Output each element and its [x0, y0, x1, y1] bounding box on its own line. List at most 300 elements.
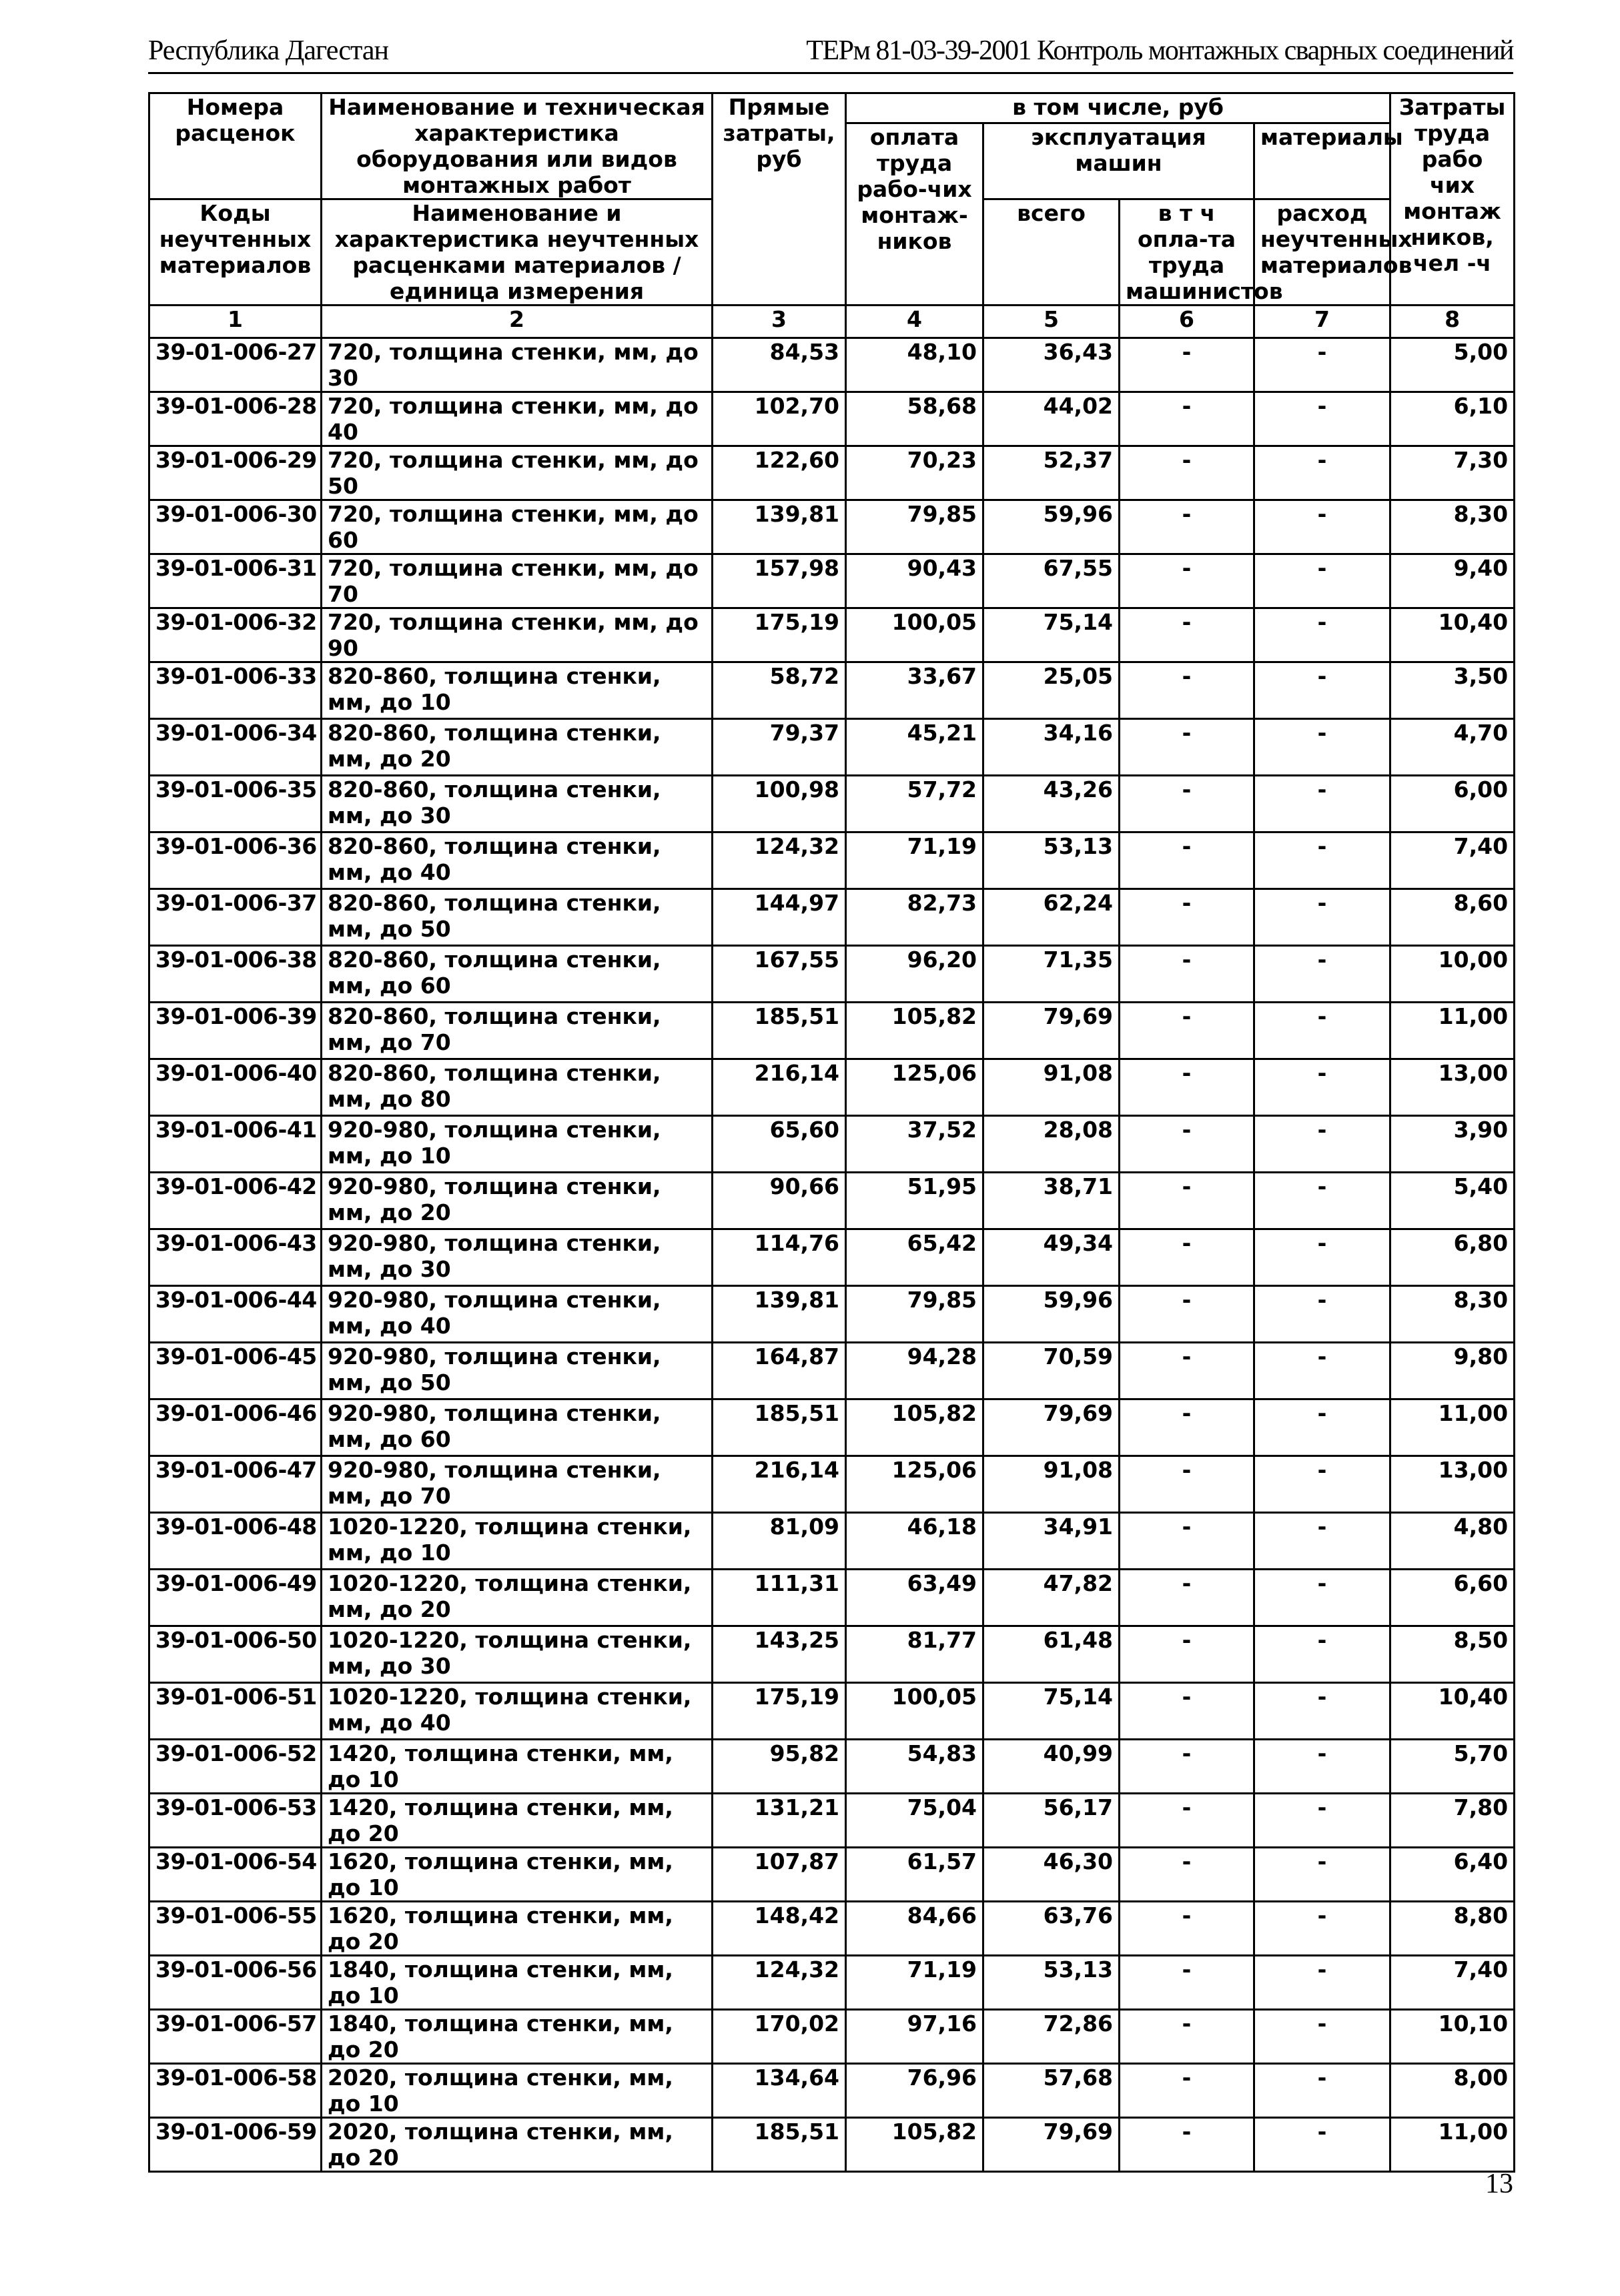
material-usage: - — [1254, 1902, 1390, 1956]
machinists-pay: - — [1120, 1286, 1254, 1343]
labor-hours: 4,80 — [1390, 1513, 1515, 1570]
labor-pay: 105,82 — [846, 2118, 983, 2172]
machinists-pay: - — [1120, 662, 1254, 719]
rate-code: 39-01-006-34 — [149, 719, 322, 776]
labor-hours: 11,00 — [1390, 1399, 1515, 1456]
table-row — [149, 832, 1515, 889]
work-description: 1020-1220, толщина стенки, мм, до 30 — [322, 1626, 713, 1683]
direct-costs: 122,60 — [713, 446, 846, 500]
labor-hours: 8,60 — [1390, 889, 1515, 946]
work-description: 920-980, толщина стенки, мм, до 10 — [322, 1116, 713, 1173]
rate-code: 39-01-006-32 — [149, 608, 322, 662]
labor-hours: 6,10 — [1390, 392, 1515, 446]
column-number: 4 — [846, 306, 983, 338]
table-row — [149, 554, 1515, 608]
labor-pay: 79,85 — [846, 1286, 983, 1343]
column-number: 6 — [1120, 306, 1254, 338]
work-description: 920-980, толщина стенки, мм, до 40 — [322, 1286, 713, 1343]
labor-pay: 125,06 — [846, 1059, 983, 1116]
machinists-pay: - — [1120, 1456, 1254, 1513]
table-row — [149, 719, 1515, 776]
machinists-pay: - — [1120, 1570, 1254, 1626]
direct-costs: 185,51 — [713, 2118, 846, 2172]
rate-code: 39-01-006-43 — [149, 1229, 322, 1286]
header-rule — [148, 72, 1513, 74]
machinists-pay: - — [1120, 832, 1254, 889]
machinists-pay: - — [1120, 500, 1254, 554]
direct-costs: 107,87 — [713, 1848, 846, 1902]
work-description: 2020, толщина стенки, мм, до 10 — [322, 2064, 713, 2118]
header-direct-costs: Прямые затраты, руб — [713, 93, 846, 306]
direct-costs: 185,51 — [713, 1003, 846, 1059]
machines-total: 67,55 — [983, 554, 1120, 608]
labor-hours: 10,10 — [1390, 2010, 1515, 2064]
machinists-pay: - — [1120, 1740, 1254, 1794]
labor-pay: 71,19 — [846, 1956, 983, 2010]
rate-code: 39-01-006-38 — [149, 946, 322, 1003]
machinists-pay: - — [1120, 1902, 1254, 1956]
machines-total: 38,71 — [983, 1173, 1120, 1229]
table-row — [149, 1003, 1515, 1059]
table-row — [149, 1513, 1515, 1570]
work-description: 720, толщина стенки, мм, до 30 — [322, 338, 713, 392]
machines-total: 61,48 — [983, 1626, 1120, 1683]
table-row — [149, 2010, 1515, 2064]
direct-costs: 114,76 — [713, 1229, 846, 1286]
table-row — [149, 1683, 1515, 1740]
labor-hours: 9,80 — [1390, 1343, 1515, 1399]
direct-costs: 124,32 — [713, 832, 846, 889]
table-row — [149, 1740, 1515, 1794]
rate-code: 39-01-006-47 — [149, 1456, 322, 1513]
labor-hours: 6,60 — [1390, 1570, 1515, 1626]
machinists-pay: - — [1120, 719, 1254, 776]
work-description: 920-980, толщина стенки, мм, до 60 — [322, 1399, 713, 1456]
labor-hours: 3,90 — [1390, 1116, 1515, 1173]
machines-total: 28,08 — [983, 1116, 1120, 1173]
labor-hours: 5,40 — [1390, 1173, 1515, 1229]
table-row — [149, 662, 1515, 719]
column-numbers-row — [149, 306, 1515, 338]
rate-code: 39-01-006-37 — [149, 889, 322, 946]
labor-hours: 7,30 — [1390, 446, 1515, 500]
machinists-pay: - — [1120, 1229, 1254, 1286]
machinists-pay: - — [1120, 2010, 1254, 2064]
labor-pay: 37,52 — [846, 1116, 983, 1173]
header-machines-total: всего — [983, 199, 1120, 306]
material-usage: - — [1254, 608, 1390, 662]
material-usage: - — [1254, 338, 1390, 392]
rate-code: 39-01-006-48 — [149, 1513, 322, 1570]
work-description: 1020-1220, толщина стенки, мм, до 20 — [322, 1570, 713, 1626]
direct-costs: 216,14 — [713, 1456, 846, 1513]
work-description: 920-980, толщина стенки, мм, до 70 — [322, 1456, 713, 1513]
labor-pay: 100,05 — [846, 1683, 983, 1740]
rate-code: 39-01-006-27 — [149, 338, 322, 392]
table-row — [149, 1570, 1515, 1626]
labor-pay: 70,23 — [846, 446, 983, 500]
work-description: 2020, толщина стенки, мм, до 20 — [322, 2118, 713, 2172]
rate-code: 39-01-006-58 — [149, 2064, 322, 2118]
column-number: 8 — [1390, 306, 1515, 338]
direct-costs: 95,82 — [713, 1740, 846, 1794]
table-row — [149, 1848, 1515, 1902]
work-description: 720, толщина стенки, мм, до 70 — [322, 554, 713, 608]
direct-costs: 79,37 — [713, 719, 846, 776]
machines-total: 25,05 — [983, 662, 1120, 719]
page-number: 13 — [1485, 2169, 1513, 2199]
labor-pay: 57,72 — [846, 776, 983, 832]
labor-hours: 5,00 — [1390, 338, 1515, 392]
labor-hours: 3,50 — [1390, 662, 1515, 719]
work-description: 820-860, толщина стенки, мм, до 20 — [322, 719, 713, 776]
rate-code: 39-01-006-54 — [149, 1848, 322, 1902]
machinists-pay: - — [1120, 338, 1254, 392]
machines-total: 47,82 — [983, 1570, 1120, 1626]
labor-pay: 33,67 — [846, 662, 983, 719]
machines-total: 70,59 — [983, 1343, 1120, 1399]
machinists-pay: - — [1120, 1848, 1254, 1902]
rate-code: 39-01-006-31 — [149, 554, 322, 608]
rate-code: 39-01-006-51 — [149, 1683, 322, 1740]
labor-pay: 82,73 — [846, 889, 983, 946]
work-description: 920-980, толщина стенки, мм, до 30 — [322, 1229, 713, 1286]
work-description: 720, толщина стенки, мм, до 40 — [322, 392, 713, 446]
material-usage: - — [1254, 1683, 1390, 1740]
table-row — [149, 1229, 1515, 1286]
labor-hours: 7,40 — [1390, 1956, 1515, 2010]
labor-pay: 45,21 — [846, 719, 983, 776]
labor-hours: 4,70 — [1390, 719, 1515, 776]
material-usage: - — [1254, 1173, 1390, 1229]
header-machines: эксплуатация машин — [983, 123, 1254, 199]
table-row — [149, 1286, 1515, 1343]
machinists-pay: - — [1120, 2064, 1254, 2118]
machines-total: 53,13 — [983, 832, 1120, 889]
rate-code: 39-01-006-56 — [149, 1956, 322, 2010]
machines-total: 59,96 — [983, 1286, 1120, 1343]
work-description: 820-860, толщина стенки, мм, до 10 — [322, 662, 713, 719]
labor-hours: 8,30 — [1390, 500, 1515, 554]
labor-hours: 8,50 — [1390, 1626, 1515, 1683]
table-row — [149, 1059, 1515, 1116]
work-description: 720, толщина стенки, мм, до 60 — [322, 500, 713, 554]
material-usage: - — [1254, 832, 1390, 889]
work-description: 1620, толщина стенки, мм, до 20 — [322, 1902, 713, 1956]
labor-pay: 105,82 — [846, 1003, 983, 1059]
header-machinists-pay: в т ч опла-та труда машинистов — [1120, 199, 1254, 306]
labor-pay: 94,28 — [846, 1343, 983, 1399]
header-labor-hours: Затраты труда рабо чих монтаж ников, чел -ч — [1390, 93, 1515, 306]
material-usage: - — [1254, 1513, 1390, 1570]
labor-pay: 96,20 — [846, 946, 983, 1003]
machinists-pay: - — [1120, 1343, 1254, 1399]
machines-total: 62,24 — [983, 889, 1120, 946]
labor-pay: 76,96 — [846, 2064, 983, 2118]
material-usage: - — [1254, 554, 1390, 608]
direct-costs: 139,81 — [713, 500, 846, 554]
labor-pay: 125,06 — [846, 1456, 983, 1513]
labor-pay: 84,66 — [846, 1902, 983, 1956]
machines-total: 63,76 — [983, 1902, 1120, 1956]
direct-costs: 111,31 — [713, 1570, 846, 1626]
rate-code: 39-01-006-39 — [149, 1003, 322, 1059]
rate-code: 39-01-006-55 — [149, 1902, 322, 1956]
machines-total: 44,02 — [983, 392, 1120, 446]
work-description: 1840, толщина стенки, мм, до 20 — [322, 2010, 713, 2064]
machines-total: 56,17 — [983, 1794, 1120, 1848]
table-row — [149, 2064, 1515, 2118]
column-number: 1 — [149, 306, 322, 338]
direct-costs: 216,14 — [713, 1059, 846, 1116]
machinists-pay: - — [1120, 1956, 1254, 2010]
labor-hours: 6,80 — [1390, 1229, 1515, 1286]
work-description: 1840, толщина стенки, мм, до 10 — [322, 1956, 713, 2010]
table-row — [149, 1626, 1515, 1683]
rates-table — [148, 92, 1515, 2173]
machines-total: 46,30 — [983, 1848, 1120, 1902]
work-description: 1420, толщина стенки, мм, до 20 — [322, 1794, 713, 1848]
material-usage: - — [1254, 1399, 1390, 1456]
direct-costs: 164,87 — [713, 1343, 846, 1399]
material-usage: - — [1254, 392, 1390, 446]
direct-costs: 58,72 — [713, 662, 846, 719]
table-row — [149, 1116, 1515, 1173]
material-usage: - — [1254, 500, 1390, 554]
material-usage: - — [1254, 2118, 1390, 2172]
labor-hours: 9,40 — [1390, 554, 1515, 608]
rate-code: 39-01-006-41 — [149, 1116, 322, 1173]
direct-costs: 90,66 — [713, 1173, 846, 1229]
direct-costs: 175,19 — [713, 608, 846, 662]
labor-hours: 8,30 — [1390, 1286, 1515, 1343]
rate-code: 39-01-006-30 — [149, 500, 322, 554]
column-number: 2 — [322, 306, 713, 338]
labor-pay: 81,77 — [846, 1626, 983, 1683]
direct-costs: 185,51 — [713, 1399, 846, 1456]
labor-pay: 48,10 — [846, 338, 983, 392]
machines-total: 75,14 — [983, 1683, 1120, 1740]
machines-total: 43,26 — [983, 776, 1120, 832]
column-number: 3 — [713, 306, 846, 338]
direct-costs: 102,70 — [713, 392, 846, 446]
machinists-pay: - — [1120, 1626, 1254, 1683]
direct-costs: 134,64 — [713, 2064, 846, 2118]
work-description: 820-860, толщина стенки, мм, до 70 — [322, 1003, 713, 1059]
header-including: в том числе, руб — [846, 93, 1390, 123]
material-usage: - — [1254, 1286, 1390, 1343]
material-usage: - — [1254, 446, 1390, 500]
machinists-pay: - — [1120, 776, 1254, 832]
material-usage: - — [1254, 1848, 1390, 1902]
work-description: 920-980, толщина стенки, мм, до 20 — [322, 1173, 713, 1229]
header-materials: материалы — [1254, 123, 1390, 199]
machines-total: 57,68 — [983, 2064, 1120, 2118]
machines-total: 91,08 — [983, 1456, 1120, 1513]
machinists-pay: - — [1120, 1513, 1254, 1570]
labor-pay: 51,95 — [846, 1173, 983, 1229]
table-row — [149, 338, 1515, 392]
material-usage: - — [1254, 889, 1390, 946]
header-labor-pay: оплата труда рабо-чих монтаж-ников — [846, 123, 983, 306]
header-rate-numbers: Номера расценок — [149, 93, 322, 199]
direct-costs: 65,60 — [713, 1116, 846, 1173]
machinists-pay: - — [1120, 1173, 1254, 1229]
labor-pay: 46,18 — [846, 1513, 983, 1570]
labor-hours: 10,40 — [1390, 1683, 1515, 1740]
labor-pay: 54,83 — [846, 1740, 983, 1794]
labor-hours: 7,40 — [1390, 832, 1515, 889]
material-usage: - — [1254, 1794, 1390, 1848]
machinists-pay: - — [1120, 608, 1254, 662]
column-number: 7 — [1254, 306, 1390, 338]
direct-costs: 167,55 — [713, 946, 846, 1003]
rate-code: 39-01-006-46 — [149, 1399, 322, 1456]
table-row — [149, 608, 1515, 662]
labor-hours: 10,00 — [1390, 946, 1515, 1003]
labor-pay: 58,68 — [846, 392, 983, 446]
header-material-name: Наименование и характеристика неучтенных расценками материалов / единица измерения — [322, 199, 713, 306]
direct-costs: 84,53 — [713, 338, 846, 392]
labor-hours: 13,00 — [1390, 1456, 1515, 1513]
rate-code: 39-01-006-57 — [149, 2010, 322, 2064]
work-description: 1620, толщина стенки, мм, до 10 — [322, 1848, 713, 1902]
material-usage: - — [1254, 1740, 1390, 1794]
header-work-name: Наименование и техническая характеристика оборудования или видов монтажных работ — [322, 93, 713, 199]
machinists-pay: - — [1120, 2118, 1254, 2172]
direct-costs: 148,42 — [713, 1902, 846, 1956]
labor-pay: 100,05 — [846, 608, 983, 662]
labor-hours: 13,00 — [1390, 1059, 1515, 1116]
table-row — [149, 889, 1515, 946]
material-usage: - — [1254, 1956, 1390, 2010]
table-row — [149, 1956, 1515, 2010]
labor-hours: 8,80 — [1390, 1902, 1515, 1956]
work-description: 920-980, толщина стенки, мм, до 50 — [322, 1343, 713, 1399]
table-row — [149, 1399, 1515, 1456]
machinists-pay: - — [1120, 1794, 1254, 1848]
rate-code: 39-01-006-50 — [149, 1626, 322, 1683]
material-usage: - — [1254, 1229, 1390, 1286]
table-row — [149, 392, 1515, 446]
labor-pay: 97,16 — [846, 2010, 983, 2064]
header-material-codes: Коды неучтенных материалов — [149, 199, 322, 306]
machines-total: 52,37 — [983, 446, 1120, 500]
machinists-pay: - — [1120, 1683, 1254, 1740]
machines-total: 49,34 — [983, 1229, 1120, 1286]
work-description: 820-860, толщина стенки, мм, до 80 — [322, 1059, 713, 1116]
machines-total: 34,91 — [983, 1513, 1120, 1570]
work-description: 1020-1220, толщина стенки, мм, до 40 — [322, 1683, 713, 1740]
table-row — [149, 1173, 1515, 1229]
labor-hours: 8,00 — [1390, 2064, 1515, 2118]
machinists-pay: - — [1120, 392, 1254, 446]
column-number: 5 — [983, 306, 1120, 338]
labor-hours: 6,40 — [1390, 1848, 1515, 1902]
rate-code: 39-01-006-40 — [149, 1059, 322, 1116]
work-description: 820-860, толщина стенки, мм, до 50 — [322, 889, 713, 946]
material-usage: - — [1254, 1003, 1390, 1059]
labor-hours: 7,80 — [1390, 1794, 1515, 1848]
rate-code: 39-01-006-29 — [149, 446, 322, 500]
direct-costs: 139,81 — [713, 1286, 846, 1343]
material-usage: - — [1254, 2064, 1390, 2118]
machinists-pay: - — [1120, 1116, 1254, 1173]
material-usage: - — [1254, 946, 1390, 1003]
machinists-pay: - — [1120, 1399, 1254, 1456]
table-row — [149, 776, 1515, 832]
labor-pay: 75,04 — [846, 1794, 983, 1848]
machines-total: 34,16 — [983, 719, 1120, 776]
machines-total: 36,43 — [983, 338, 1120, 392]
table-row — [149, 1902, 1515, 1956]
direct-costs: 144,97 — [713, 889, 846, 946]
machines-total: 75,14 — [983, 608, 1120, 662]
labor-hours: 5,70 — [1390, 1740, 1515, 1794]
labor-hours: 11,00 — [1390, 2118, 1515, 2172]
table-row — [149, 946, 1515, 1003]
rate-code: 39-01-006-36 — [149, 832, 322, 889]
material-usage: - — [1254, 719, 1390, 776]
direct-costs: 175,19 — [713, 1683, 846, 1740]
machinists-pay: - — [1120, 554, 1254, 608]
rate-code: 39-01-006-28 — [149, 392, 322, 446]
material-usage: - — [1254, 662, 1390, 719]
material-usage: - — [1254, 1456, 1390, 1513]
material-usage: - — [1254, 1570, 1390, 1626]
rate-code: 39-01-006-59 — [149, 2118, 322, 2172]
work-description: 720, толщина стенки, мм, до 90 — [322, 608, 713, 662]
labor-pay: 61,57 — [846, 1848, 983, 1902]
labor-pay: 90,43 — [846, 554, 983, 608]
labor-pay: 63,49 — [846, 1570, 983, 1626]
machines-total: 40,99 — [983, 1740, 1120, 1794]
table-row — [149, 1456, 1515, 1513]
labor-pay: 105,82 — [846, 1399, 983, 1456]
labor-pay: 71,19 — [846, 832, 983, 889]
machines-total: 79,69 — [983, 1003, 1120, 1059]
machinists-pay: - — [1120, 446, 1254, 500]
document-title: ТЕРм 81-03-39-2001 Контроль монтажных сварных соединений — [806, 35, 1513, 66]
header-material-usage: расход неучтенных материалов — [1254, 199, 1390, 306]
direct-costs: 124,32 — [713, 1956, 846, 2010]
work-description: 1420, толщина стенки, мм, до 10 — [322, 1740, 713, 1794]
rate-code: 39-01-006-52 — [149, 1740, 322, 1794]
labor-pay: 65,42 — [846, 1229, 983, 1286]
rate-code: 39-01-006-42 — [149, 1173, 322, 1229]
machines-total: 79,69 — [983, 2118, 1120, 2172]
table-row — [149, 500, 1515, 554]
work-description: 1020-1220, толщина стенки, мм, до 10 — [322, 1513, 713, 1570]
work-description: 820-860, толщина стенки, мм, до 40 — [322, 832, 713, 889]
machines-total: 53,13 — [983, 1956, 1120, 2010]
machinists-pay: - — [1120, 889, 1254, 946]
region-title: Республика Дагестан — [148, 35, 389, 66]
rate-code: 39-01-006-53 — [149, 1794, 322, 1848]
material-usage: - — [1254, 2010, 1390, 2064]
material-usage: - — [1254, 1116, 1390, 1173]
machines-total: 79,69 — [983, 1399, 1120, 1456]
rate-code: 39-01-006-33 — [149, 662, 322, 719]
machines-total: 59,96 — [983, 500, 1120, 554]
work-description: 720, толщина стенки, мм, до 50 — [322, 446, 713, 500]
machines-total: 72,86 — [983, 2010, 1120, 2064]
work-description: 820-860, толщина стенки, мм, до 60 — [322, 946, 713, 1003]
work-description: 820-860, толщина стенки, мм, до 30 — [322, 776, 713, 832]
material-usage: - — [1254, 1059, 1390, 1116]
rate-code: 39-01-006-49 — [149, 1570, 322, 1626]
material-usage: - — [1254, 1626, 1390, 1683]
